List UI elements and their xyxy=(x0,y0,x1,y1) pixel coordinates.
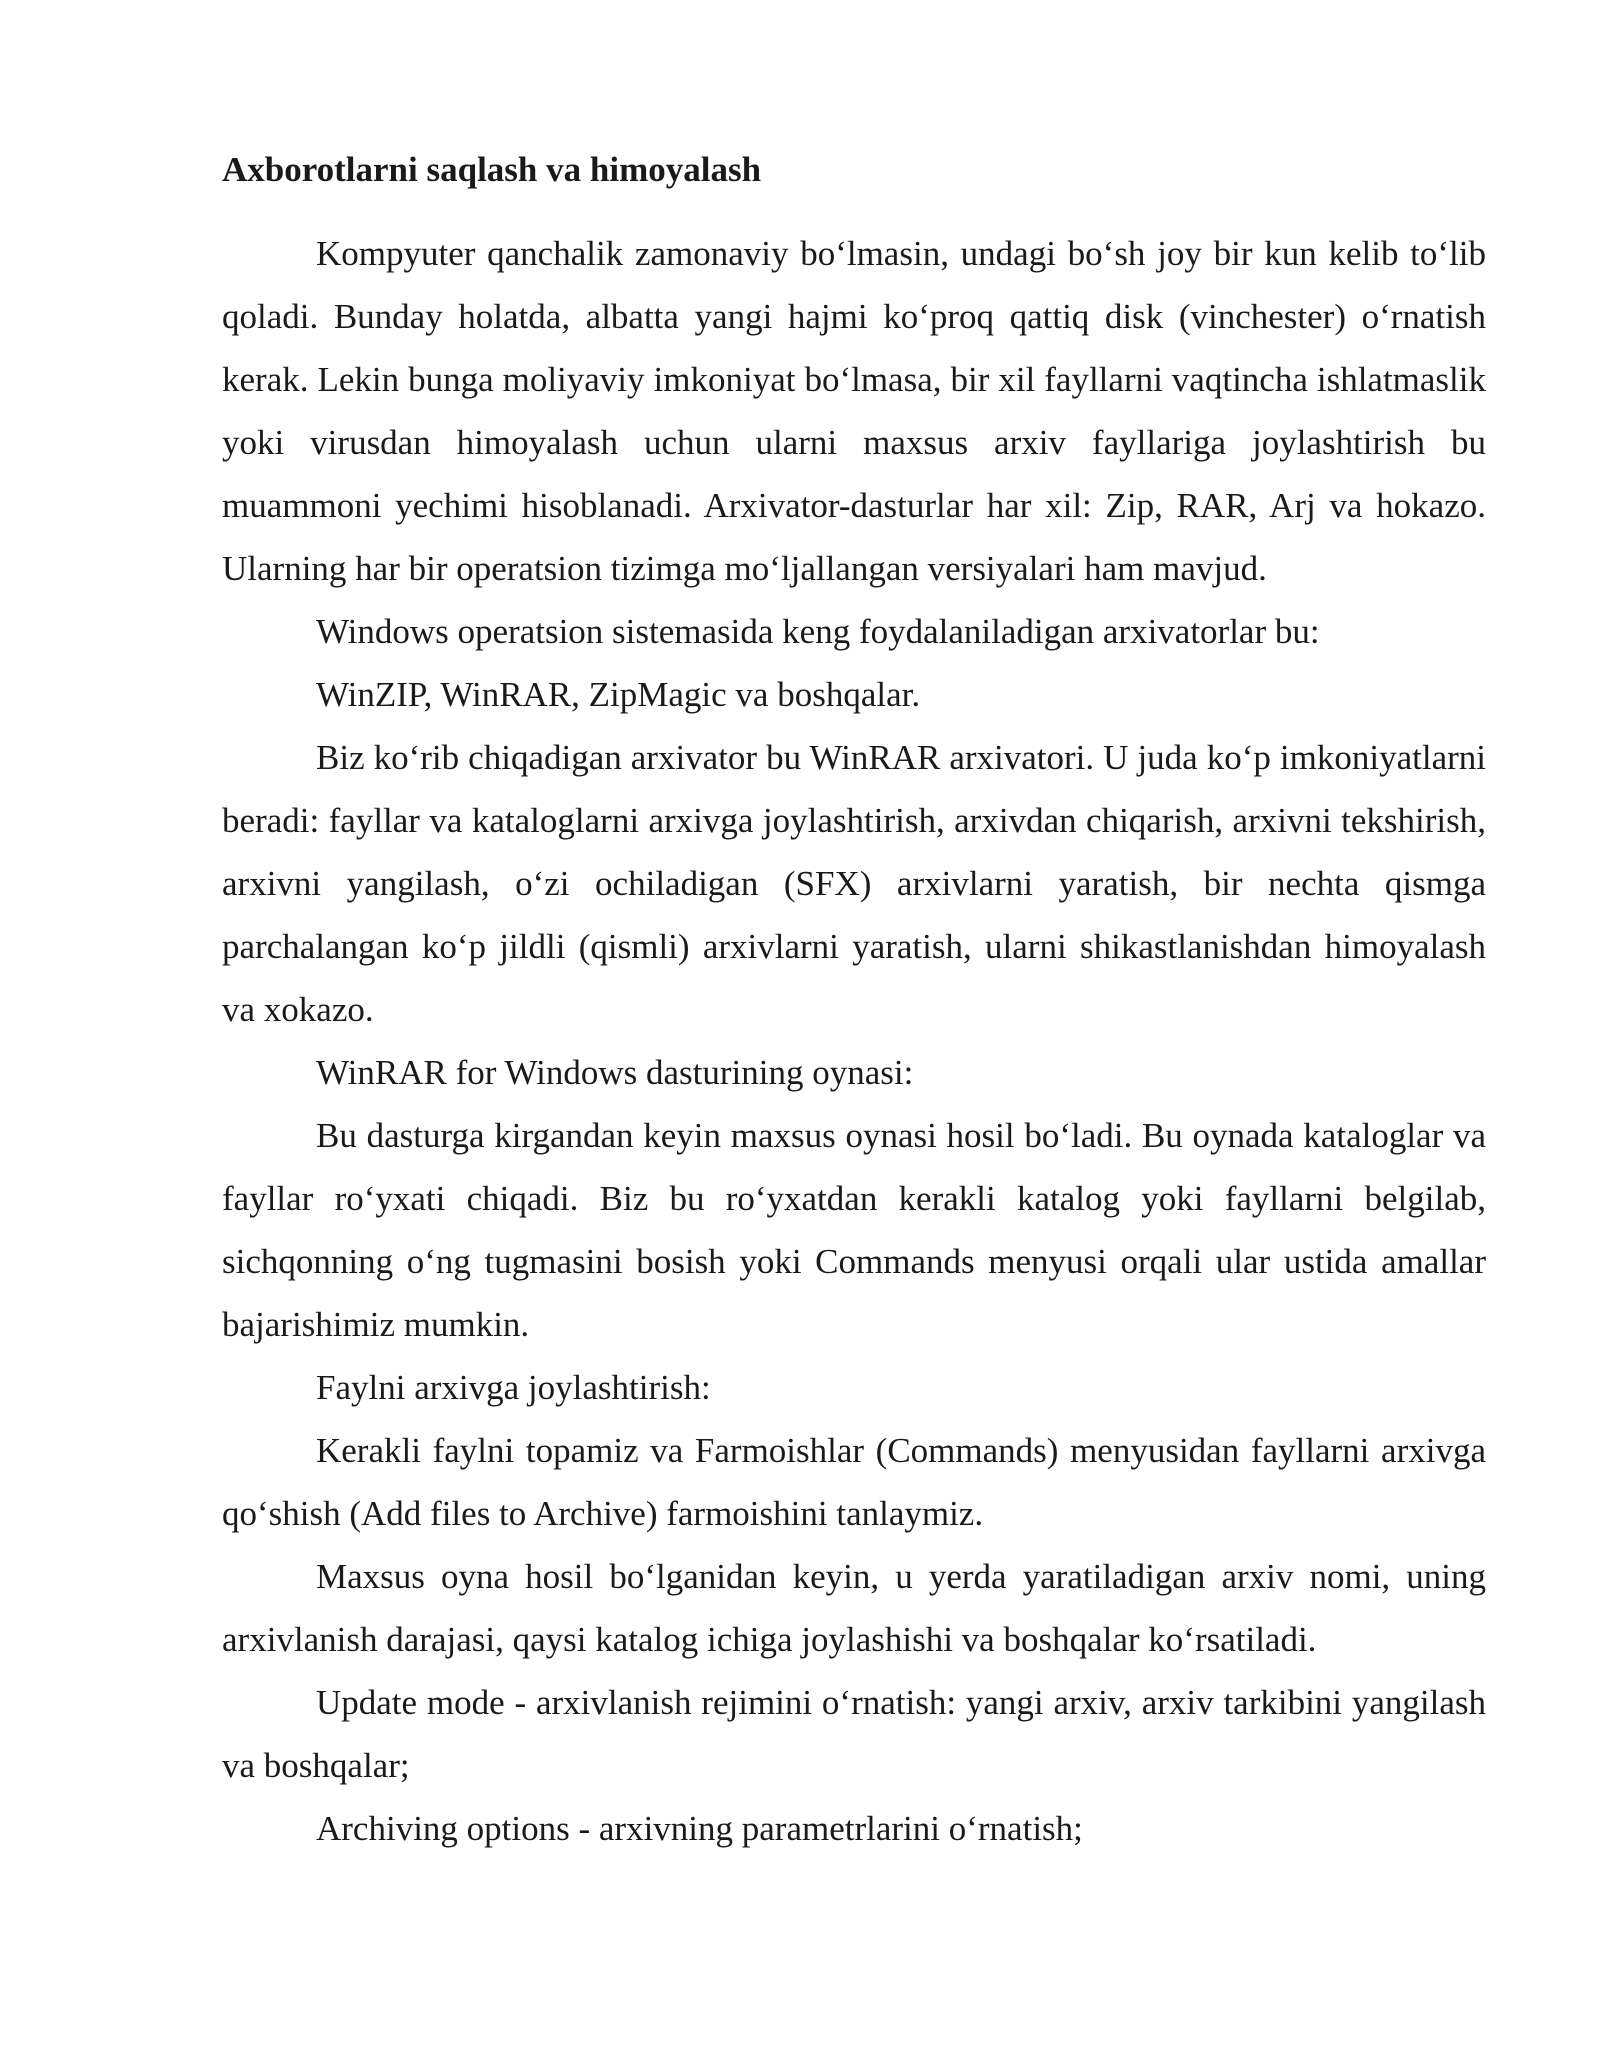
paragraph-windows-archivers: Windows operatsion sistemasida keng foydalaniladigan arxivatorlar bu: xyxy=(316,612,1320,651)
paragraph-winrar-features: Biz koʻrib chiqadigan arxivator bu WinRAR arxivatori. U juda koʻp imkoniyatlarni beradi: fayllar va kataloglarni arxivga joylashtirish, arxivdan chiqarish, arxivni tekshirish, arxivni yangilash, oʻzi ochiladigan (SFX) arxivlarni yaratish, bir nechta qismga parchalangan koʻp jildli (qismli) arxivlarni yaratish, ularni shikastlanishdan himoyalash va xokazo. xyxy=(222,738,1486,1029)
paragraph-update-mode: Update mode - arxivlanish rejimini oʻrnatish: yangi arxiv, arxiv tarkibini yangilash va boshqalar; xyxy=(222,1683,1486,1785)
paragraph-add-to-archive-heading: Faylni arxivga joylashtirish: xyxy=(316,1368,711,1407)
paragraph-archiver-list: WinZIP, WinRAR, ZipMagic va boshqalar. xyxy=(316,675,921,714)
paragraph-intro: Kompyuter qanchalik zamonaviy boʻlmasin, undagi boʻsh joy bir kun kelib toʻlib qoladi. Bunday holatda, albatta yangi hajmi koʻproq qattiq disk (vinchester) oʻrnatish kerak. Lekin bunga moliyaviy imkoniyat boʻlmasa, bir xil fayllarni vaqtincha ishlatmaslik yoki virusdan himoyalash uchun ularni maxsus arxiv fayllariga joylashtirish bu muammoni yechimi hisoblanadi. Arxivator-dasturlar har xil: Zip, RAR, Arj va hokazo. Ularning har bir operatsion tizimga moʻljallangan versiyalari ham mavjud. xyxy=(222,234,1486,588)
document-title: Axborotlarni saqlash va himoyalash xyxy=(222,150,762,189)
paragraph-winrar-window: WinRAR for Windows dasturining oynasi: xyxy=(316,1053,914,1092)
paragraph-archiving-options: Archiving options - arxivning parametrlarini oʻrnatish; xyxy=(316,1809,1083,1848)
document-body xyxy=(222,150,1486,1860)
paragraph-window-description: Bu dasturga kirgandan keyin maxsus oynasi hosil boʻladi. Bu oynada kataloglar va fayllar roʻyxati chiqadi. Biz bu roʻyxatdan kerakli katalog yoki fayllarni belgilab, sichqonning oʻng tugmasini bosish yoki Commands menyusi orqali ular ustida amallar bajarishimiz mumkin. xyxy=(222,1116,1486,1344)
paragraph-add-to-archive-steps: Kerakli faylni topamiz va Farmoishlar (Commands) menyusidan fayllarni arxivga qoʻshish (Add files to Archive) farmoishini tanlaymiz. xyxy=(222,1431,1486,1533)
paragraph-special-window: Maxsus oyna hosil boʻlganidan keyin, u yerda yaratiladigan arxiv nomi, uning arxivlanish darajasi, qaysi katalog ichiga joylashishi va boshqalar koʻrsatiladi. xyxy=(222,1557,1486,1659)
